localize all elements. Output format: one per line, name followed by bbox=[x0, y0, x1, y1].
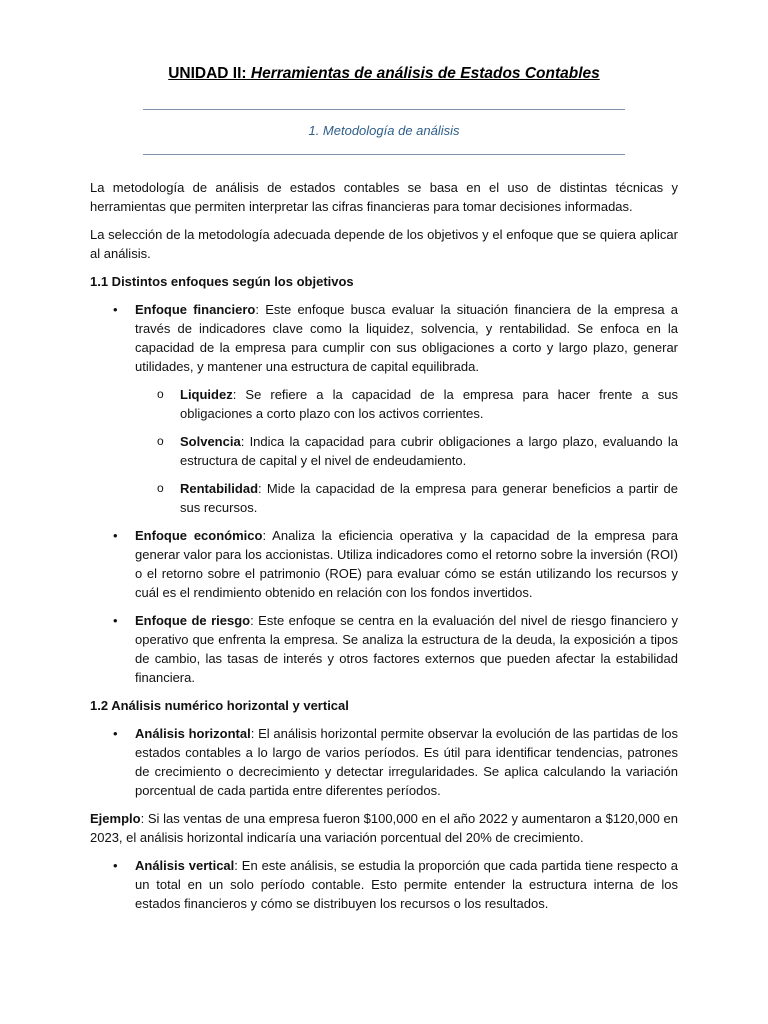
example-paragraph bbox=[90, 809, 678, 847]
circle-bullet-icon: o bbox=[157, 481, 164, 495]
term-liquidity: Liquidez bbox=[180, 387, 233, 402]
circle-bullet-icon: o bbox=[157, 434, 164, 448]
bullet-icon: • bbox=[113, 613, 118, 628]
intro-paragraph-1: La metodología de análisis de estados contables se basa en el uso de distintas técnicas y herramientas que permiten interpretar las cifras financieras para tomar decisiones informadas. bbox=[90, 180, 678, 214]
term-solvency: Solvencia bbox=[180, 434, 241, 449]
text-vertical: : En este análisis, se estudia la proporción que cada partida tiene respecto a un total en un solo período contable. Esto permite entender la estructura interna de los estados financieros y cómo se distribuyen los recursos o los resultados. bbox=[135, 858, 679, 911]
term-horizontal: Análisis horizontal bbox=[135, 726, 251, 741]
list-item-risk bbox=[90, 611, 678, 687]
heading-1-2: 1.2 Análisis numérico horizontal y vertical bbox=[90, 698, 349, 713]
document-title bbox=[90, 63, 678, 85]
text-profitability: : Mide la capacidad de la empresa para generar beneficios a partir de sus recursos. bbox=[180, 481, 678, 515]
text-horizontal: : El análisis horizontal permite observar la evolución de las partidas de los estados contables a lo largo de varios períodos. Es útil para identificar tendencias, patrones de crecimiento o decrecimiento y detectar irregularidades. Se aplica calculando la variación porcentual de cada partida entre diferentes períodos. bbox=[135, 726, 678, 798]
term-profitability: Rentabilidad bbox=[180, 481, 259, 496]
sublist-item-profitability bbox=[135, 479, 678, 517]
term-financial: Enfoque financiero bbox=[135, 302, 256, 317]
list-item-financial bbox=[90, 300, 678, 517]
bullet-icon: • bbox=[113, 302, 118, 317]
text-economic: : Analiza la eficiencia operativa y la capacidad de la empresa para generar valor para los accionistas. Utiliza indicadores como el retorno sobre la inversión (ROI) o el retorno sobre el patrimonio (ROE) para evaluar cómo se están utilizando los recursos y cuál es el rendimiento obtenido en relación con los fondos invertidos. bbox=[135, 528, 678, 600]
text-financial: : Este enfoque busca evaluar la situación financiera de la empresa a través de indicadores clave como la liquidez, solvencia, y rentabilidad. Se enfoca en la capacidad de la empresa para cumplir con sus obligaciones a corto y largo plazo, generar utilidades, y mantener una estructura de capital equilibrada. bbox=[135, 302, 679, 374]
divider-top bbox=[143, 109, 625, 110]
list-item-economic bbox=[90, 526, 678, 602]
bullet-icon: • bbox=[113, 528, 118, 543]
term-example: Ejemplo bbox=[90, 811, 141, 826]
list-item-vertical bbox=[90, 856, 678, 913]
sublist-item-solvency bbox=[135, 432, 678, 470]
term-vertical: Análisis vertical bbox=[135, 858, 235, 873]
term-economic: Enfoque económico bbox=[135, 528, 263, 543]
text-risk: : Este enfoque se centra en la evaluación del nivel de riesgo financiero y operativo que enfrenta la empresa. Se analiza la estructura de la deuda, la exposición a tipos de cambio, las tasas de interés y otros factores externos que pueden afectar la estabilidad financiera. bbox=[135, 613, 679, 685]
section-heading: 1. Metodología de análisis bbox=[308, 123, 460, 138]
vertical-list bbox=[90, 856, 678, 913]
list-item-horizontal bbox=[90, 724, 678, 800]
circle-bullet-icon: o bbox=[157, 387, 164, 401]
title-text: Herramientas de análisis de Estados Contables bbox=[250, 65, 600, 82]
text-liquidity: : Se refiere a la capacidad de la empresa para hacer frente a sus obligaciones a corto plazo con los activos corrientes. bbox=[180, 387, 678, 421]
horizontal-list bbox=[90, 724, 678, 800]
divider-bottom bbox=[143, 154, 625, 155]
text-solvency: : Indica la capacidad para cubrir obligaciones a largo plazo, evaluando la estructura de capital y el nivel de endeudamiento. bbox=[180, 434, 678, 468]
approaches-list bbox=[90, 300, 678, 687]
intro-paragraph-2: La selección de la metodología adecuada depende de los objetivos y el enfoque que se quiera aplicar al análisis. bbox=[90, 227, 678, 261]
term-risk: Enfoque de riesgo bbox=[135, 613, 251, 628]
bullet-icon: • bbox=[113, 726, 118, 741]
financial-sublist bbox=[135, 385, 678, 517]
unit-label: UNIDAD II: bbox=[168, 65, 247, 82]
bullet-icon: • bbox=[113, 858, 118, 873]
heading-1-1: 1.1 Distintos enfoques según los objetivos bbox=[90, 274, 354, 289]
document-body bbox=[90, 178, 678, 922]
sublist-item-liquidity bbox=[135, 385, 678, 423]
text-example: : Si las ventas de una empresa fueron $100,000 en el año 2022 y aumentaron a $120,000 en 2023, el análisis horizontal indicaría una variación porcentual del 20% de crecimiento. bbox=[90, 811, 678, 845]
